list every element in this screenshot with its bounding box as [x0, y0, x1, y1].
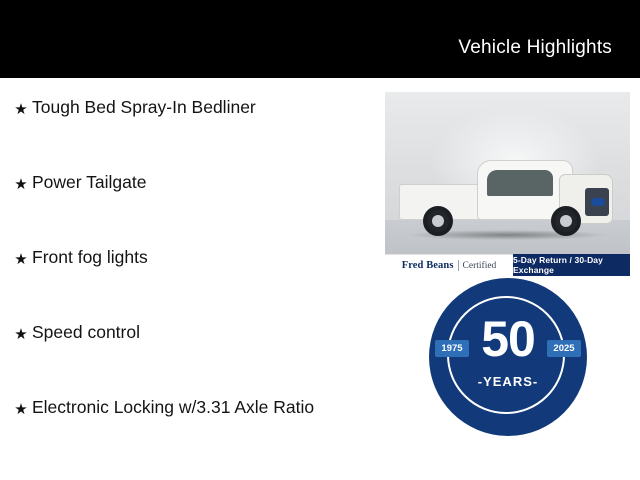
dealer-brand-label: Fred Beans — [401, 260, 454, 271]
list-item — [10, 96, 372, 171]
return-exchange-label: 5-Day Return / 30-Day Exchange — [513, 254, 630, 276]
truck-wheel — [551, 206, 581, 236]
list-item-label: Front fog lights — [32, 247, 148, 267]
list-item-label: Tough Bed Spray-In Bedliner — [32, 97, 256, 117]
truck-wheel — [423, 206, 453, 236]
pickup-truck-icon — [399, 144, 614, 242]
anniversary-number: 50 — [481, 311, 535, 367]
list-item-label: Power Tailgate — [32, 172, 147, 192]
truck-window — [487, 170, 553, 196]
anniversary-seal-icon — [429, 278, 587, 436]
list-item — [10, 396, 372, 471]
star-icon: ★ — [14, 401, 28, 418]
list-item — [10, 321, 372, 396]
truck-emblem-icon — [591, 198, 605, 206]
photo-banner — [385, 254, 630, 276]
list-item-label: Electronic Locking w/3.31 Axle Ratio — [32, 397, 315, 417]
list-item — [10, 246, 372, 321]
anniversary-badge — [385, 276, 630, 472]
star-icon: ★ — [14, 176, 28, 193]
page-header — [0, 0, 640, 78]
star-icon: ★ — [14, 251, 28, 268]
anniversary-year-start: 1975 — [435, 340, 469, 357]
dealer-certified-badge — [385, 254, 513, 276]
star-icon: ★ — [14, 326, 28, 343]
highlights-list — [0, 96, 372, 471]
list-item — [10, 171, 372, 246]
vehicle-photo — [385, 92, 630, 276]
anniversary-years-label: -YEARS- — [477, 374, 539, 389]
anniversary-year-end: 2025 — [547, 340, 581, 357]
star-icon: ★ — [14, 101, 28, 118]
list-item-label: Speed control — [32, 322, 140, 342]
page-title: Vehicle Highlights — [458, 37, 612, 58]
certified-label: Certified — [462, 260, 497, 271]
media-column — [385, 92, 630, 472]
divider — [458, 260, 459, 271]
